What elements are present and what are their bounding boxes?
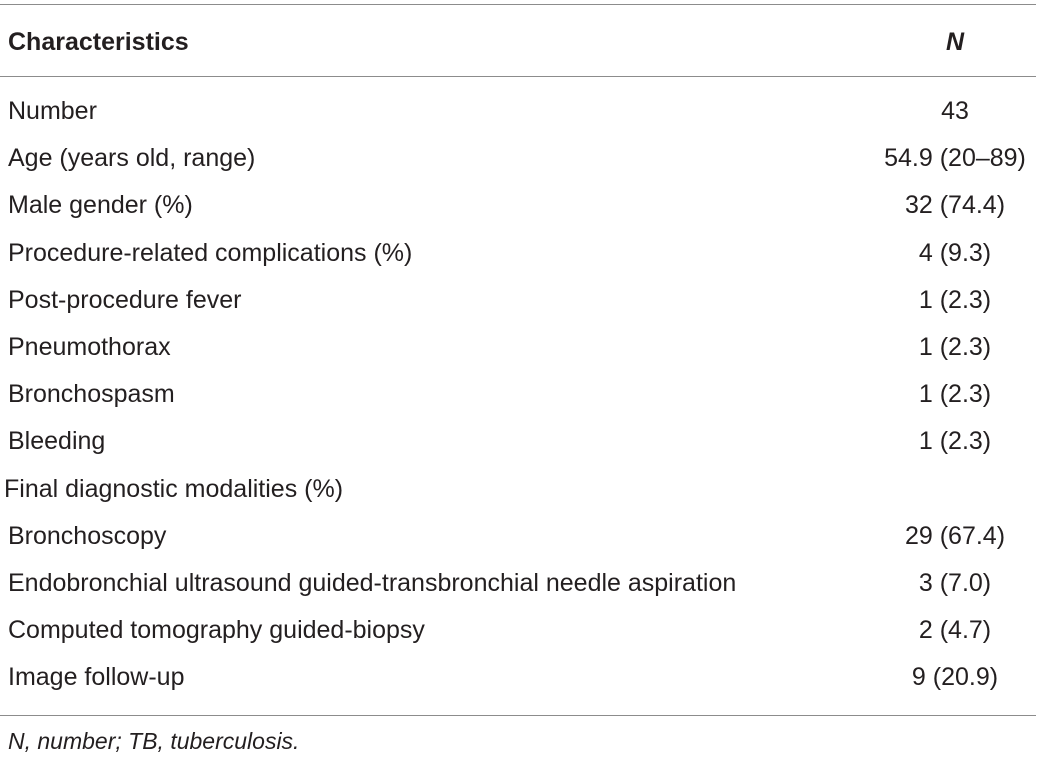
row-label: Image follow-up — [8, 663, 185, 692]
table-row — [0, 655, 1036, 702]
table-header-row — [0, 22, 1036, 62]
table-bottom-rule — [0, 715, 1036, 716]
row-label: Male gender (%) — [8, 191, 193, 220]
row-value: 2 (4.7) — [918, 616, 992, 645]
row-label: Number — [8, 97, 97, 125]
table-row — [0, 372, 1036, 419]
table-row — [0, 278, 1036, 325]
section-label: Final diagnostic modalities (%) — [4, 474, 344, 503]
row-value: 1 (2.3) — [918, 332, 992, 361]
table-row — [0, 561, 1036, 608]
row-value: 1 (2.3) — [918, 380, 992, 409]
row-value: 32 (74.4) — [904, 191, 1006, 220]
row-label: Bronchospasm — [8, 380, 175, 409]
header-characteristics: Characteristics — [8, 28, 189, 56]
table-row — [0, 183, 1036, 230]
table-footnote: N, number; TB, tuberculosis. — [8, 728, 300, 754]
row-label: Post-procedure fever — [8, 285, 242, 314]
table-body — [0, 89, 1036, 702]
table-row — [0, 136, 1036, 183]
table-row — [0, 89, 1036, 136]
row-value: 29 (67.4) — [904, 521, 1006, 550]
row-value: 54.9 (20–89) — [884, 144, 1026, 173]
table-row — [0, 514, 1036, 561]
table-row — [0, 231, 1036, 278]
row-label: Endobronchial ultrasound guided-transbronchial needle aspiration — [8, 568, 737, 597]
header-n: N — [945, 28, 965, 56]
row-label: Procedure-related complications (%) — [8, 238, 413, 267]
table-row — [0, 608, 1036, 655]
row-value: 43 — [941, 97, 969, 125]
row-label: Age (years old, range) — [8, 144, 256, 173]
row-label: Pneumothorax — [8, 332, 171, 361]
table-row — [0, 325, 1036, 372]
row-label: Bronchoscopy — [8, 521, 167, 550]
row-value: 9 (20.9) — [911, 663, 999, 692]
row-value: 3 (7.0) — [918, 568, 992, 597]
table-row — [0, 419, 1036, 466]
table-section-row — [0, 467, 1036, 514]
row-value: 1 (2.3) — [918, 427, 992, 456]
row-value: 1 (2.3) — [918, 285, 992, 314]
table-top-rule — [0, 4, 1036, 5]
row-value: 4 (9.3) — [918, 238, 992, 267]
table-header-rule — [0, 76, 1036, 77]
row-label: Computed tomography guided-biopsy — [8, 616, 425, 645]
row-label: Bleeding — [8, 427, 106, 456]
